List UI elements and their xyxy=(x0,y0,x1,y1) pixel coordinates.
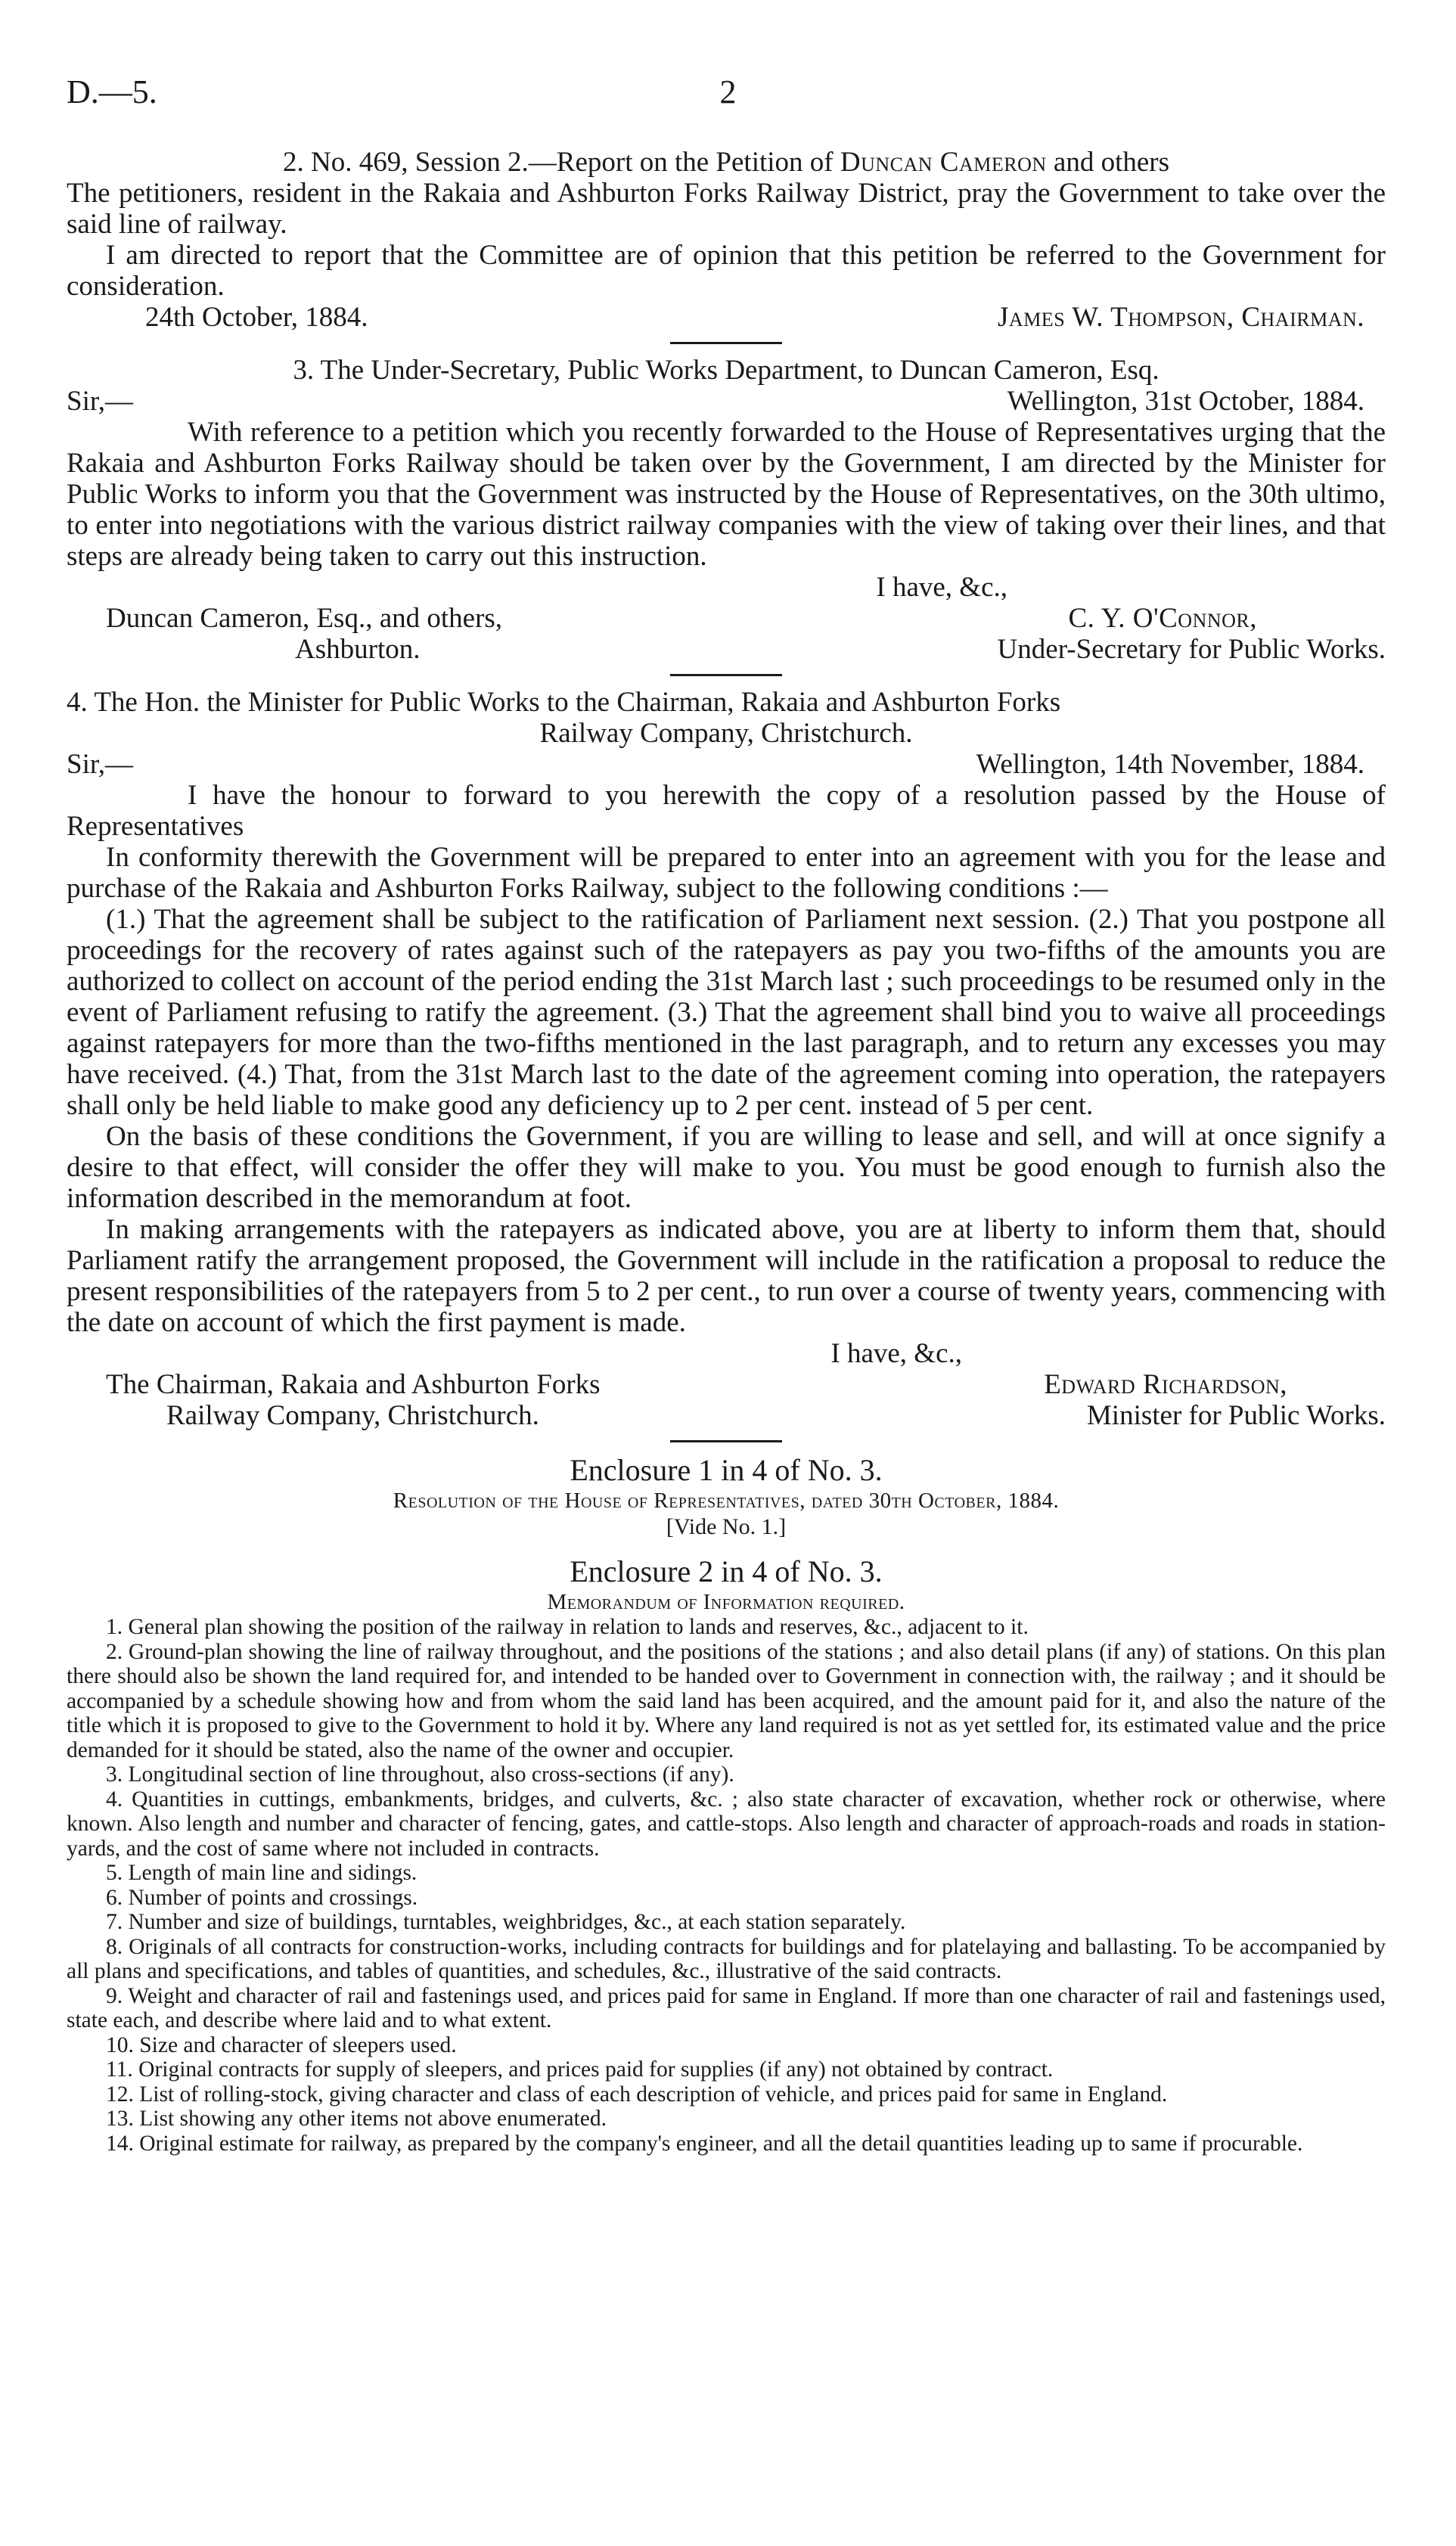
memorandum-item: 6. Number of points and crossings. xyxy=(106,1885,418,1910)
memorandum-item: 8. Originals of all contracts for construction-works, including contracts for buildings and for platelaying and ballasting. To be accompanied by all plans and specifications, and tables of quantities, and schedules, &c., illustrative of the said contracts. xyxy=(67,1934,1386,1983)
enclosure-2-title: Enclosure 2 in 4 of No. 3. xyxy=(570,1554,883,1588)
memorandum-item: 3. Longitudinal section of line throughout, also cross-sections (if any). xyxy=(106,1762,734,1787)
memorandum-item: 10. Size and character of sleepers used. xyxy=(106,2032,457,2057)
section-2-signer: James W. Thompson, Chairman. xyxy=(998,302,1364,333)
section-4-addressee xyxy=(67,1369,601,1431)
memorandum-list xyxy=(67,1615,1386,2156)
section-3-closing-row xyxy=(67,572,1386,603)
enclosure-1-title: Enclosure 1 in 4 of No. 3. xyxy=(570,1453,883,1487)
section-4-addressee-line-2: Railway Company, Christchurch. xyxy=(166,1400,539,1431)
divider xyxy=(670,674,782,676)
section-4-para-2: In conformity therewith the Government will be prepared to enter into an agreement with you for the lease and purchase of the Rakaia and Ashburton Forks Railway, subject to the following conditions :— xyxy=(67,842,1386,904)
memorandum-item: 11. Original contracts for supply of sleepers, and prices paid for supplies (if any) not obtained by contract. xyxy=(106,2057,1054,2082)
section-2-title: 2. No. 469, Session 2.—Report on the Petition of Duncan Cameron and others xyxy=(282,147,1170,178)
section-4-signer-name: Edward Richardson, xyxy=(1044,1369,1287,1400)
section-4-para-1: I have the honour to forward to you herewith the copy of a resolution passed by the House of Representatives xyxy=(67,780,1386,842)
memorandum-item: 12. List of rolling-stock, giving character and class of each description of vehicle, and prices paid for same in England. xyxy=(106,2082,1168,2107)
section-4-addressee-line-1: The Chairman, Rakaia and Ashburton Forks xyxy=(106,1369,601,1400)
section-4-para-4: On the basis of these conditions the Government, if you are willing to lease and sell, and will at once signify a desire to that effect, will consider the offer they will make to you. You must be good enough to furnish also the information described in the memorandum at foot. xyxy=(67,1121,1386,1214)
section-3-salutation-row xyxy=(67,386,1386,417)
memorandum-item: 13. List showing any other items not above enumerated. xyxy=(106,2107,607,2131)
section-2 xyxy=(67,147,1386,2156)
enclosure-1-subtitle: Resolution of the House of Representatives, dated 30th October, 1884. xyxy=(393,1489,1060,1513)
section-4-title-line-2: Railway Company, Christchurch. xyxy=(539,718,913,749)
section-4-signer xyxy=(1044,1369,1386,1431)
section-3-signer xyxy=(998,603,1386,665)
section-4-para-5: In making arrangements with the ratepayers as indicated above, you are at liberty to inform them that, should Parliament ratify the arrangement proposed, the Government will include in the ratification a proposal to reduce the present responsibilities of the ratepayers from 5 to 2 per cent., to run over a course of twenty years, commencing with the date on account of which the first payment is made. xyxy=(67,1214,1386,1338)
section-2-date: 24th October, 1884. xyxy=(145,302,368,333)
section-2-para-1: The petitioners, resident in the Rakaia and Ashburton Forks Railway District, pray the Government to take over the said line of railway. xyxy=(67,178,1386,240)
section-4-para-3: (1.) That the agreement shall be subject to the ratification of Parliament next session. (2.) That you postpone all proceedings for the recovery of rates against such of the ratepayers as pay you two-fifths of the amounts you are authorized to collect on account of the period ending the 31st March last ; such proceedings to be resumed only in the event of Parliament refusing to ratify the agreement. (3.) That the agreement shall bind you to waive all proceedings against ratepayers for more than the two-fifths mentioned in the last paragraph, and to return any excesses you may have received. (4.) That, from the 31st March last to the date of the agreement coming into operation, the ratepayers shall only be held liable to make good any deficiency up to 2 per cent. instead of 5 per cent. xyxy=(67,904,1386,1121)
section-3-signer-name: C. Y. O'Connor, xyxy=(1068,603,1257,634)
enclosure-2-subtitle: Memorandum of Information required. xyxy=(547,1590,905,1614)
section-4-closing: I have, &c., xyxy=(830,1338,962,1369)
section-4-signature-row xyxy=(67,1369,1386,1431)
divider xyxy=(670,342,782,344)
memorandum-item: 14. Original estimate for railway, as prepared by the company's engineer, and all the detail quantities leading up to same if procurable. xyxy=(106,2131,1303,2156)
section-3-signer-title: Under-Secretary for Public Works. xyxy=(997,634,1386,665)
enclosure-1-vide: [Vide No. 1.] xyxy=(666,1514,787,1539)
memorandum-item: 7. Number and size of buildings, turntables, weighbridges, &c., at each station separately. xyxy=(106,1910,906,1934)
section-3-title: 3. The Under-Secretary, Public Works Department, to Duncan Cameron, Esq. xyxy=(293,355,1160,386)
section-4-closing-row xyxy=(67,1338,1386,1369)
section-3-body: With reference to a petition which you recently forwarded to the House of Representatives urging that the Rakaia and Ashburton Forks Railway should be taken over by the Government, I am directed by the Minister for Public Works to inform you that the Government was instructed by the House of Representatives, on the 30th ultimo, to enter into negotiations with the various district railway companies with the view of taking over their lines, and that steps are already being taken to carry out this instruction. xyxy=(67,417,1386,572)
section-4-dateline: Wellington, 14th November, 1884. xyxy=(976,749,1364,780)
section-2-signature-row xyxy=(67,302,1386,333)
section-3-addressee-line-1: Duncan Cameron, Esq., and others, xyxy=(106,603,503,634)
section-3-addressee-line-2: Ashburton. xyxy=(295,634,421,665)
section-4-signer-title: Minister for Public Works. xyxy=(1086,1400,1386,1431)
section-3-addressee xyxy=(67,603,502,665)
page-header-reference: D.—5. xyxy=(67,73,157,110)
page-number: 2 xyxy=(719,73,737,110)
memorandum-item: 1. General plan showing the position of the railway in relation to lands and reserves, &c., adjacent to it. xyxy=(106,1615,1029,1639)
section-4-title-line-1: 4. The Hon. the Minister for Public Works to the Chairman, Rakaia and Ashburton Forks xyxy=(67,687,1061,718)
section-2-para-2: I am directed to report that the Committee are of opinion that this petition be referred to the Government for consideration. xyxy=(67,240,1386,302)
section-4-salutation-row xyxy=(67,749,1386,780)
memorandum-item: 4. Quantities in cuttings, embankments, bridges, and culverts, &c. ; also state character of excavation, whether rock or otherwise, where known. Also length and number and character of fencing, gates, and cattle-stops. Also length and character of approach-roads and roads in station-yards, and the cost of same where not included in contracts. xyxy=(67,1787,1386,1861)
section-3-salutation: Sir,— xyxy=(67,386,133,417)
memorandum-item: 2. Ground-plan showing the line of railway throughout, and the positions of the stations ; and also detail plans (if any) of stations. On this plan there should also be shown the land required for, and intended to be handed over to Government in connection with, the railway ; and it should be accompanied by a schedule showing how and from whom the said land has been acquired, and the amount paid for it, and also the nature of the title which it is proposed to give to the Government to hold it by. Where any land required is not as yet settled for, its estimated value and the price demanded for it should be stated, also the name of the owner and occupier. xyxy=(67,1639,1386,1762)
memorandum-item: 9. Weight and character of rail and fastenings used, and prices paid for same in England. If more than one character of rail and fastenings used, state each, and describe where laid and to what extent. xyxy=(67,1983,1386,2032)
section-4-salutation: Sir,— xyxy=(67,749,133,780)
section-3-closing: I have, &c., xyxy=(876,572,1007,603)
section-3-dateline: Wellington, 31st October, 1884. xyxy=(1007,386,1364,417)
divider xyxy=(670,1440,782,1442)
memorandum-item: 5. Length of main line and sidings. xyxy=(106,1861,418,1885)
section-3-signature-row xyxy=(67,603,1386,665)
